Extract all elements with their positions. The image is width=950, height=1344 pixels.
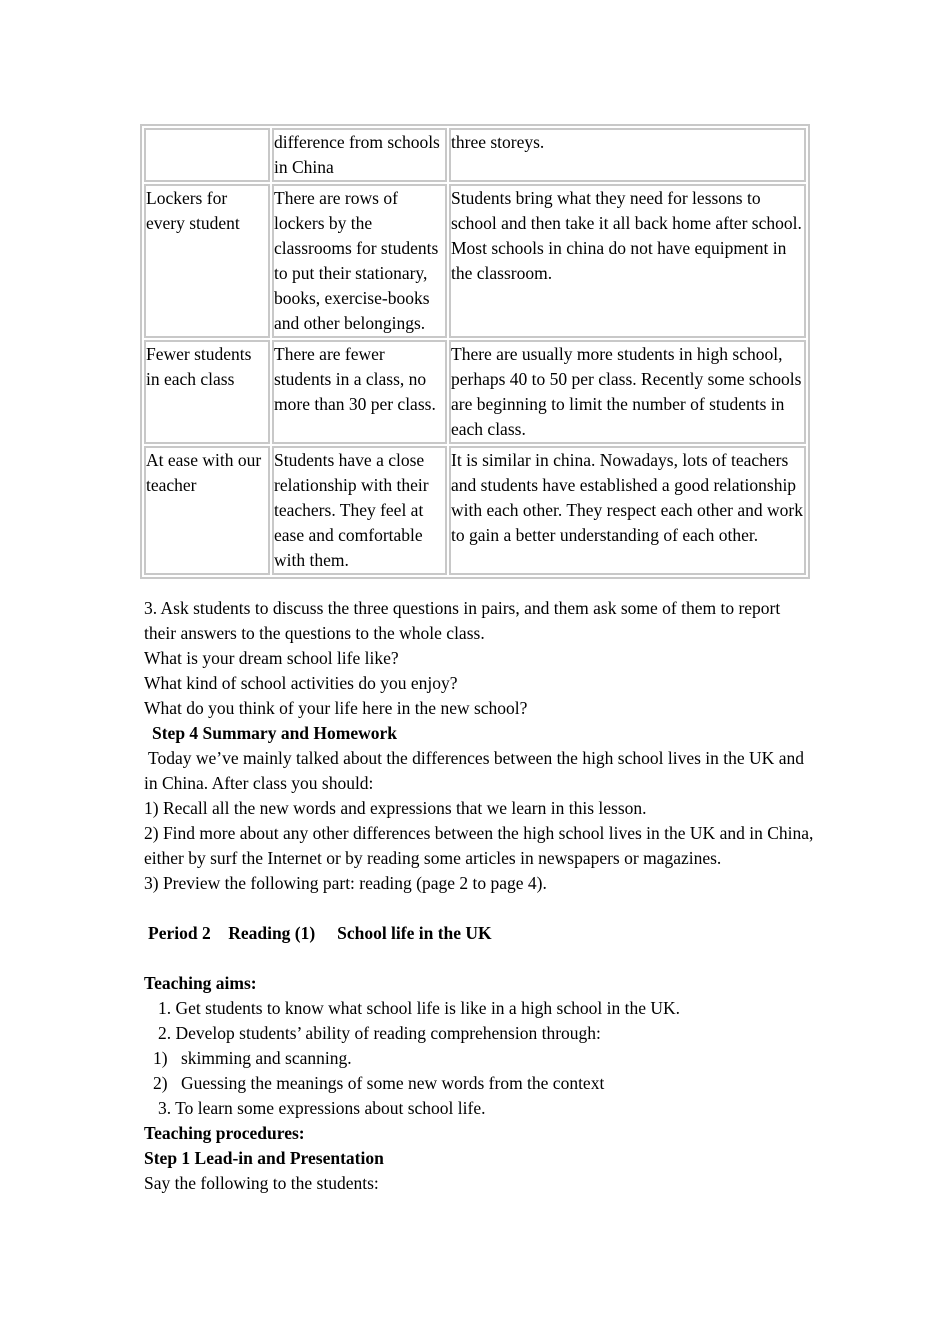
sub-item-text: skimming and scanning. [181, 1048, 352, 1068]
question-2: What kind of school activities do you enjoy? [144, 673, 458, 693]
table-cell: There are usually more students in high school, perhaps 40 to 50 per class. Recently some schools are beginning to limit the number of students in each class. [449, 340, 806, 444]
table-cell: Fewer students in each class [144, 340, 270, 444]
question-3: What do you think of your life here in the new school? [144, 698, 528, 718]
summary-paragraph: Today we’ve mainly talked about the differences between the high school lives in the UK and in China. After class you should: [144, 748, 804, 793]
aim-2: 2. Develop students’ ability of reading comprehension through: [158, 1023, 601, 1043]
step1-heading: Step 1 Lead-in and Presentation [144, 1148, 384, 1168]
table-cell: At ease with our teacher [144, 446, 270, 575]
period-heading: Period 2 Reading (1) School life in the UK [148, 923, 492, 943]
sub-item-2 [144, 1071, 814, 1096]
table-cell: There are fewer students in a class, no more than 30 per class. [272, 340, 447, 444]
procedures-heading: Teaching procedures: [144, 1123, 305, 1143]
table-cell: difference from schools in China [272, 128, 447, 182]
instruction-line: Say the following to the students: [144, 1173, 379, 1193]
table-row [144, 446, 806, 575]
spacer [144, 896, 814, 921]
table-row [144, 340, 806, 444]
sub-item-number: 1) [153, 1048, 168, 1068]
table-cell: Students have a close relationship with their teachers. They feel at ease and comfortable with them. [272, 446, 447, 575]
table-row [144, 184, 806, 338]
table-cell: Lockers for every student [144, 184, 270, 338]
table-cell: There are rows of lockers by the classrooms for students to put their stationary, books, exercise-books and other belongings. [272, 184, 447, 338]
sub-item-number: 2) [153, 1073, 168, 1093]
comparison-table [140, 124, 810, 579]
aims-heading: Teaching aims: [144, 973, 257, 993]
table-row [144, 128, 806, 182]
homework-item-2: 2) Find more about any other differences between the high school lives in the UK and in China, either by surf the Internet or by reading some articles in newspapers or magazines. [144, 823, 814, 868]
homework-item-3: 3) Preview the following part: reading (page 2 to page 4). [144, 873, 547, 893]
homework-item-1: 1) Recall all the new words and expressions that we learn in this lesson. [144, 798, 647, 818]
body-text [144, 596, 814, 1196]
sub-item-text: Guessing the meanings of some new words from the context [181, 1073, 605, 1093]
table-cell: It is similar in china. Nowadays, lots of teachers and students have established a good relationship with each other. They respect each other and work to gain a better understanding of each other. [449, 446, 806, 575]
aim-3: 3. To learn some expressions about school life. [158, 1098, 486, 1118]
question-1: What is your dream school life like? [144, 648, 399, 668]
aim-1: 1. Get students to know what school life is like in a high school in the UK. [158, 998, 681, 1018]
table-cell: three storeys. [449, 128, 806, 182]
table-cell [144, 128, 270, 182]
step4-heading: Step 4 Summary and Homework [152, 723, 398, 743]
step3-intro: 3. Ask students to discuss the three questions in pairs, and them ask some of them to report their answers to the questions to the whole class. [144, 598, 781, 643]
table-cell: Students bring what they need for lessons to school and then take it all back home after school. Most schools in china do not have equipment in the classroom. [449, 184, 806, 338]
spacer [144, 946, 814, 971]
sub-item-1 [144, 1046, 814, 1071]
